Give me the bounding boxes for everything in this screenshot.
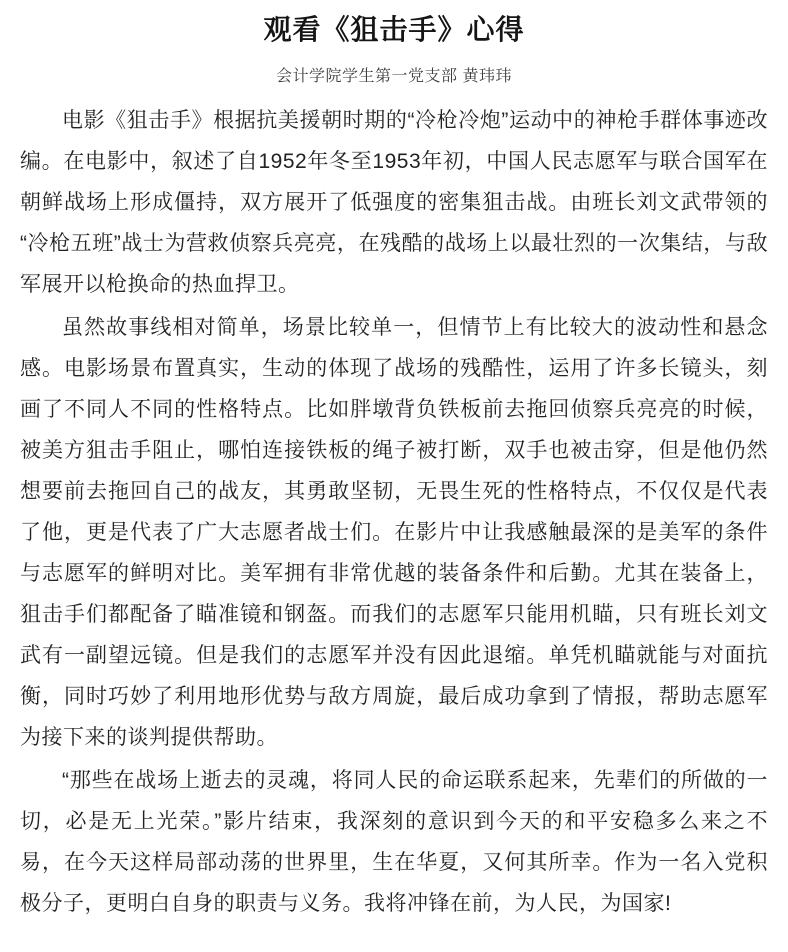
essay-paragraph-2: 虽然故事线相对简单，场景比较单一，但情节上有比较大的波动性和悬念感。电影场景布置真实，生动的体现了战场的残酷性，运用了许多长镜头，刻画了不同人不同的性格特点。比如胖墩背负铁板前去拖回侦察兵亮亮的时候，被美方狙击手阻止，哪怕连接铁板的绳子被打断，双手也被击穿，但是他仍然想要前去拖回自己的战友，其勇敢坚韧，无畏生死的性格特点，不仅仅是代表了他，更是代表了广大志愿者战士们。在影片中让我感触最深的是美军的条件与志愿军的鲜明对比。美军拥有非常优越的装备条件和后勤。尤其在装备上，狙击手们都配备了瞄准镜和钢盔。而我们的志愿军只能用机瞄，只有班长刘文武有一副望远镜。但是我们的志愿军并没有因此退缩。单凭机瞄就能与对面抗衡，同时巧妙了利用地形优势与敌方周旋，最后成功拿到了情报，帮助志愿军为接下来的谈判提供帮助。 xyxy=(20,316,768,749)
essay-body xyxy=(0,100,788,924)
essay-paragraph-1: 电影《狙击手》根据抗美援朝时期的“冷枪冷炮”运动中的神枪手群体事迹改编。在电影中，叙述了自1952年冬至1953年初，中国人民志愿军与联合国军在朝鲜战场上形成僵持，双方展开了低强度的密集狙击战。由班长刘文武带领的“冷枪五班”战士为营救侦察兵亮亮，在残酷的战场上以最壮烈的一次集结，与敌军展开以枪换命的热血捍卫。 xyxy=(20,109,768,296)
byline: 会计学院学生第一党支部 黄玮玮 xyxy=(276,68,512,85)
essay-paragraph-3: “那些在战场上逝去的灵魂，将同人民的命运联系起来，先辈们的所做的一切，必是无上光荣。”影片结束，我深刻的意识到今天的和平安稳多么来之不易，在今天这样局部动荡的世界里，生在华夏，又何其所幸。作为一名入党积极分子，更明白自身的职责与义务。我将冲锋在前，为人民，为国家! xyxy=(20,769,768,915)
page-title: 观看《狙击手》心得 xyxy=(263,14,525,45)
